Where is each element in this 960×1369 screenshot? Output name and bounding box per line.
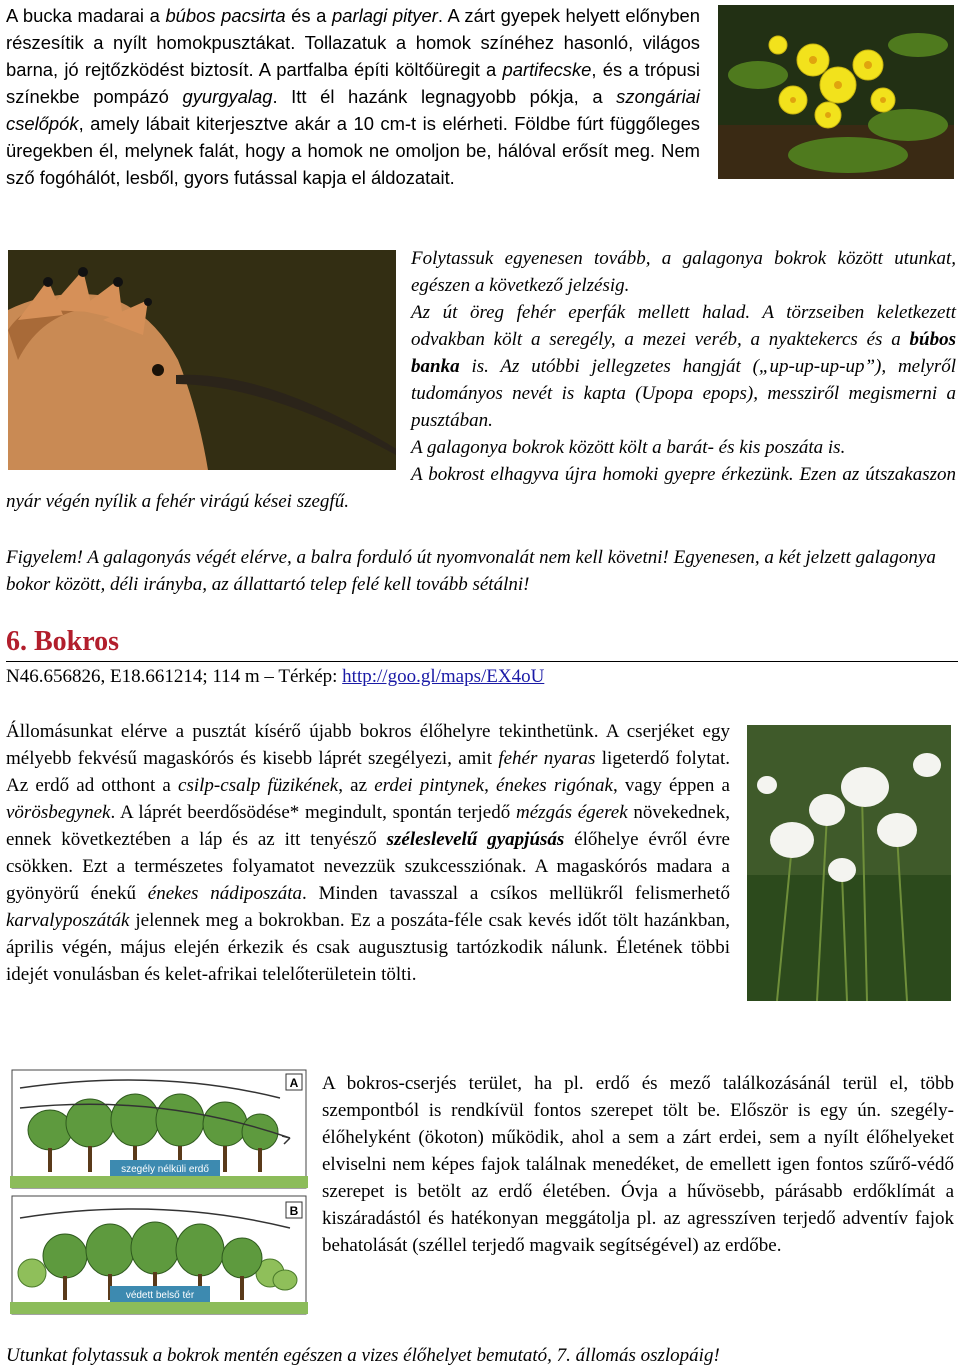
station-paragraph: Állomásunkat elérve a pusztát kísérő újabb bokros élőhelyre tekinthetünk. A cserjéket egy mélyebb fekvésű magaskórós és kisebb láprét szegélyezi, amit fehér nyaras ligeterdő folytat. Az erdő ad otthont a csilp-csalp füzikének, az erdei pintynek, énekes rigónak, vagy éppen a vörösbegynek. A láprét beerdősödése* megindult, spontán terjedő mézgás égerek növekednek, ennek következtében a láp és az itt tenyésző széleslevelű gyapjúsás élőhelye évről évre csökken. Ezt a természetes folyamatot nevezzük szukcessziónak. A magaskórós madara a gyönyörű énekű énekes nádiposzáta. Minden tavasszal a csíkos mellükről felismerhető karvalyposzáták jelennek meg a bokrokban. Ez a poszáta-féle csak kevés időt tölt hazánkban, április végén, május elején érkezik és csak augusztusig tartózkodik nálunk. Életének többi idejét vonulásban és kelet-afrikai telelőterületein tölti. (6, 721, 730, 985)
intro-paragraph: A bucka madarai a búbos pacsirta és a parlagi pityer. A zárt gyepek helyett előnyben részesítik a nyílt homokpusztákat. Tollazatuk a homok színéhez hasonló, világos barna, jó rejtőzködést biztosít. A partfalba építi költőüregit a partifecske, és a trópusi színekbe pompázó gyurgyalag. Itt él hazánk legnagyobb pókja, a szongáriai cselőpók, amely lábait kiterjesztve akár a 10 cm-t is elérheti. Földbe fúrt függőleges üregekben él, melynek falát, hogy a homok ne omoljon be, hálóval erősít meg. Nem sző fogóhálót, lesből, gyors futással kapja el áldozatait. (6, 5, 701, 188)
diagram-caption-b: védett belső tér (125, 1290, 195, 1301)
edge-habitat-paragraph: A bokros-cserjés terület, ha pl. erdő és mező találkozásánál terül el, több szempontból is rendkívül fontos szerepet tölt be. Először is egy ún. szegély-élőhelyként (ökoton) működik, ahol a sem a zárt erdei, sem a nyílt élőhelyeket elviselni nem képes fajok találnak menedéket, de emellett igen fontos szűrő-védő szerepet is betölt az erdő életében. Óvja a hűvösebb, párásabb erdőklímát a kiszáradástól és hatékonyan meggátolja pl. az agresszíven terjedő adventív fajok behatolását (széllel terjedő magvaik segítségével) az erdőbe. (322, 1073, 954, 1256)
diagram-caption-a: szegély nélküli erdő (121, 1164, 209, 1175)
coordinates: N46.656826, E18.661214; 114 m – Térkép: http://goo.gl/maps/EX4oU (6, 666, 545, 687)
forest-edge-diagram (10, 1068, 308, 1316)
diagram-label-a: A (289, 1076, 299, 1090)
section-title: 6. Bokros (6, 626, 120, 657)
map-link[interactable]: http://goo.gl/maps/EX4oU (342, 666, 545, 687)
warning-text: Figyelem! A galagonyás végét elérve, a balra forduló út nyomvonalát nem kell követni! Egyenesen, a két jelzett galagonya bokor között, déli irányba, az állattartó telep felé kell tovább sétálni! (6, 547, 936, 595)
heading-rule (6, 661, 958, 662)
diagram-label-b: B (289, 1204, 299, 1218)
trail-paragraph: Folytassuk egyenesen tovább, a galagonya bokrok között utunkat, egészen a következő jelzésig. Az út öreg fehér eperfák mellett halad. A törzseiben keletkezett odvakban költ a seregély, a mezei veréb, a nyaktekercs és a búbos banka is. Az utóbbi jellegzetes hangját („up-up-up-up”), melyről tudományos nevét is kapta (Upopa epops), messziről megismerni a pusztában. A galagonya bokrok között költ a barát- és kis poszáta is. A bokrost elhagyva újra homoki gyepre érkezünk. Ezen az útszakaszon nyár végén nyílik a fehér virágú kései szegfű. (6, 248, 956, 512)
trail-line-1: Folytassuk egyenesen tovább, a galagonya bokrok között utunkat, egészen a következő jelzésig. (411, 248, 956, 296)
footer-text: Utunkat folytassuk a bokrok mentén egészen a vizes élőhelyet bemutató, 7. állomás oszlopáig! (6, 1345, 720, 1366)
yellow-flower-photo (718, 5, 954, 179)
